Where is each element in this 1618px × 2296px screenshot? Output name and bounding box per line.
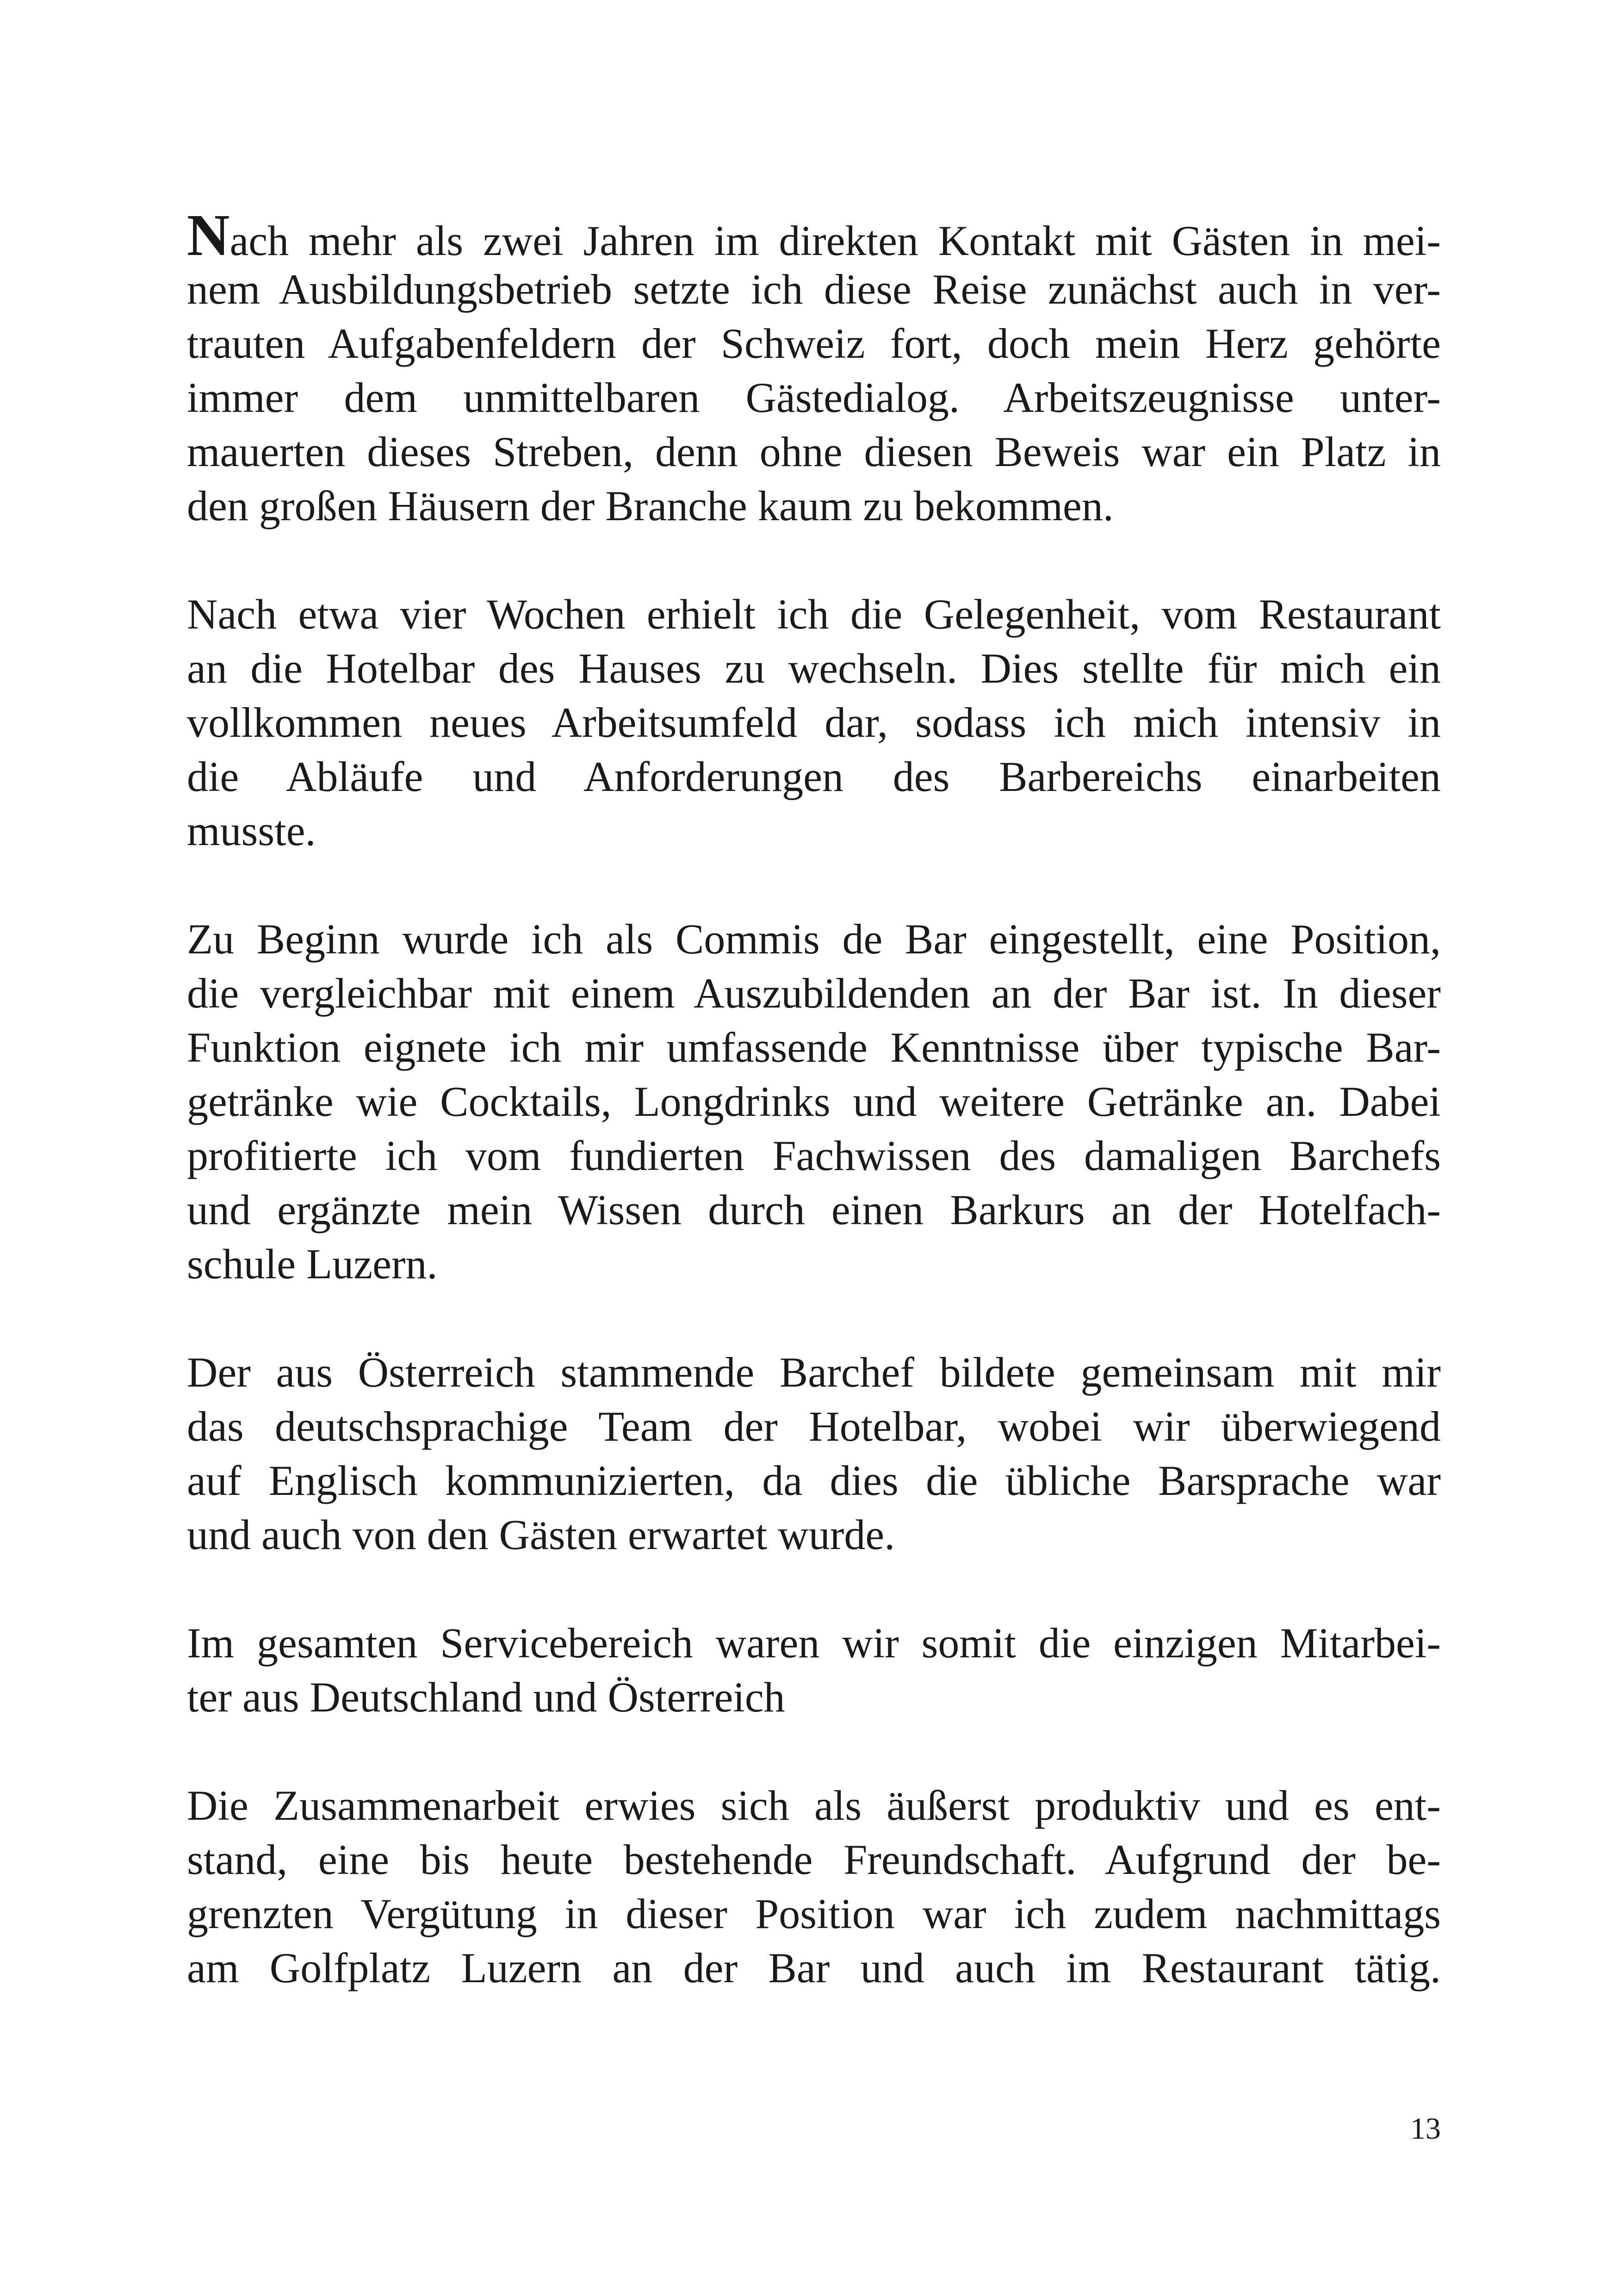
text-line: die Abläufe und Anforderungen des Barbereichs einarbeiten <box>187 753 1441 800</box>
text-line: grenzten Vergütung in dieser Position war ich zudem nachmittags <box>187 1890 1441 1937</box>
text-line: am Golfplatz Luzern an der Bar und auch im Restaurant tätig. <box>187 1944 1441 1991</box>
text-line: vollkommen neues Arbeitsumfeld dar, sodass ich mich intensiv in <box>187 699 1441 746</box>
paragraph-1 <box>187 202 1441 533</box>
body-text <box>187 202 1441 2049</box>
text-line: musste. <box>187 807 316 854</box>
text-line: und ergänzte mein Wissen durch einen Barkurs an der Hotelfach- <box>187 1186 1441 1233</box>
text-line: getränke wie Cocktails, Longdrinks und weitere Getränke an. Dabei <box>187 1078 1441 1125</box>
paragraph-2 <box>187 587 1441 858</box>
text-line: Nach etwa vier Wochen erhielt ich die Gelegenheit, vom Restaurant <box>187 591 1441 638</box>
text-line: profitierte ich vom fundierten Fachwissen des damaligen Barchefs <box>187 1132 1441 1179</box>
text-line: trauten Aufgabenfeldern der Schweiz fort, doch mein Herz gehörte <box>187 320 1441 367</box>
text-line: immer dem unmittelbaren Gästedialog. Arbeitszeugnisse unter- <box>187 374 1441 421</box>
text-line: Zu Beginn wurde ich als Commis de Bar eingestellt, eine Position, <box>187 915 1441 963</box>
paragraph-5 <box>187 1616 1441 1724</box>
page-number: 13 <box>1410 2112 1441 2146</box>
text-line: und auch von den Gästen erwartet wurde. <box>187 1511 895 1558</box>
text-line: mauerten dieses Streben, denn ohne diesen Beweis war ein Platz in <box>187 428 1441 475</box>
text-line: Funktion eignete ich mir umfassende Kenntnisse über typische Bar- <box>187 1024 1441 1071</box>
text-line: ter aus Deutschland und Österreich <box>187 1674 785 1721</box>
paragraph-4 <box>187 1345 1441 1562</box>
text-line: Die Zusammenarbeit erwies sich als äußerst produktiv und es ent- <box>187 1782 1441 1829</box>
paragraph-6 <box>187 1779 1441 1995</box>
text-line: stand, eine bis heute bestehende Freundschaft. Aufgrund der be- <box>187 1836 1441 1883</box>
text-line: Im gesamten Servicebereich waren wir somit die einzigen Mitarbei- <box>187 1619 1441 1667</box>
text-line: schule Luzern. <box>187 1240 438 1288</box>
text-line: das deutschsprachige Team der Hotelbar, wobei wir überwiegend <box>187 1403 1441 1450</box>
text-line: Der aus Österreich stammende Barchef bildete gemeinsam mit mir <box>187 1349 1441 1396</box>
text-line: die vergleichbar mit einem Auszubildenden an der Bar ist. In dieser <box>187 970 1441 1017</box>
text-line: Nach mehr als zwei Jahren im direkten Kontakt mit Gästen in mei- <box>187 202 1441 268</box>
text-line: an die Hotelbar des Hauses zu wechseln. Dies stellte für mich ein <box>187 645 1441 692</box>
text-line: auf Englisch kommunizierten, da dies die übliche Barsprache war <box>187 1457 1441 1504</box>
paragraph-3 <box>187 912 1441 1291</box>
text-line: den großen Häusern der Branche kaum zu bekommen. <box>187 482 1114 529</box>
text-line: nem Ausbildungsbetrieb setzte ich diese Reise zunächst auch in ver- <box>187 266 1441 313</box>
drop-cap: N <box>187 202 230 268</box>
